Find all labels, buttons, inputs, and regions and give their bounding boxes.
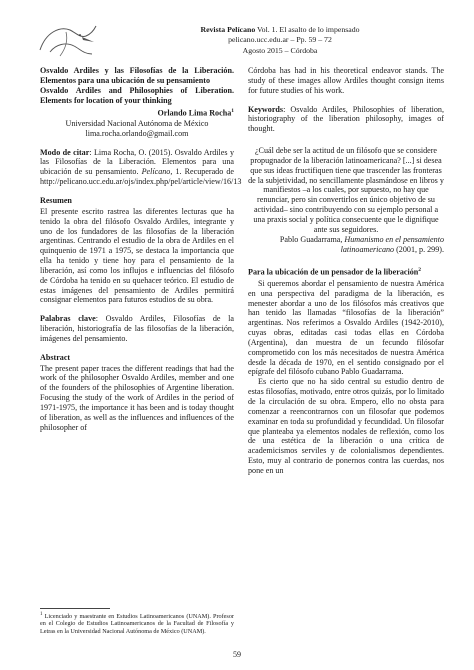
epigraph-quote: ¿Cuál debe ser la actitud de un filósofo que se considere propugnador de la liberación latinoamericana? [...] si desea que sus ideas fructifiquen tiene que trascender las fronteras de la subjetividad, no sencillamente plasmándose en libros y manifiestos –a los cuales, por supuesto, no hay que renunciar, pero sin convertirlos en único objetivo de su actividad– sino contribuyendo con su ejemplo personal a una praxis social y política consecuente que le dignifique ante sus seguidores.	[248, 146, 444, 234]
palabras-text: : Osvaldo Ardiles, Filosofías de la liberación, historiografía de las filosofías de la liberación, imágenes del pensamiento.	[40, 314, 234, 343]
author-name	[40, 107, 234, 119]
section-paragraph-2: Es cierto que no ha sido central su estudio dentro de estas filosofías, motivado, entre otros quizás, por lo limitado de la circulación de su obra. Empero, ello no obsta para comenzar a reencontrarnos con un filosofar que podemos examinar en toda su profundidad y fecundidad. Un filosofar que planteaba ya elementos nodales de reflexión, como los de una estética de la liberación o una crítica de academicismos serviles y de colonialismos dependientes. Esto, muy al contrario de ponernos contra las cuerdas, nos pone en un	[248, 377, 444, 475]
section-paragraph-1: Si queremos abordar el pensamiento de nuestra América en una perspectiva del paradigma de la liberación, es menester abordar a uno de los filósofos más creativos que han tenido las llamadas “filosofías de la liberación” argentinas. Nos referimos a Osvaldo Ardiles (1942-2010), cuyas obras, editadas casi todas ellas en Córdoba (Argentina), dan muestra de un fecundo filósofar comprometido con los más necesitados de nuestra América desde la década de 1970, en el sentido consignado por el epígrafe del filósofo cubano Pablo Guadarrama.	[248, 278, 444, 377]
author-email[interactable]: lima.rocha.orlando@gmail.com	[85, 128, 189, 138]
journal-header	[150, 25, 410, 56]
left-column	[40, 66, 242, 433]
epigraph-author: Pablo Guadarrama,	[279, 234, 345, 244]
journal-issue: Vol. 1. El asalto de lo impensado	[255, 25, 360, 34]
right-column	[248, 66, 444, 476]
title-english: Osvaldo Ardiles and Philosophies of Liberation. Elements for location of your thinking	[40, 85, 234, 105]
author-footnote-mark: 1	[231, 108, 234, 115]
journal-date-place: Agosto 2015 – Córdoba	[242, 45, 318, 55]
epigraph-year: (2001, p. 299).	[394, 244, 444, 254]
footnote	[40, 611, 234, 635]
author-affiliation: Universidad Nacional Autónoma de México	[65, 118, 209, 128]
abstract-continued: Córdoba has had in his theoretical endeavor stands. The study of these images allow Ardiles thought consign items for future studies of his work.	[248, 66, 444, 95]
citation-block	[40, 147, 242, 187]
title-spanish: Osvaldo Ardiles y las Filosofías de la Liberación. Elementos para una ubicación de su pensamiento	[40, 66, 234, 85]
abstract-text: The present paper traces the different readings that had the work of the philosopher Osvaldo Ardiles, member and one of the founders of the philosophies of Argentine liberation. Focusing the study of the work of Ardiles in the period of 1971-1975, the importance it has been and is today thought of liberation, as well as the influences and influences of the philosopher of	[40, 363, 234, 432]
pelican-logo	[36, 20, 98, 62]
section-heading	[248, 266, 444, 278]
keywords-block	[248, 105, 444, 135]
footnote-rule	[40, 608, 110, 609]
footnote-text: Licenciado y maestrante en Estudios Latinoamericanos (UNAM). Profesor en el Colegio de Estudios Latinoamericanos de la Facultad de Filosofía y Letras en la Universidad Nacional Autónoma de México (UNAM).	[40, 613, 234, 635]
author-name-text: Orlando Lima Rocha	[157, 109, 232, 119]
epigraph-citation	[248, 235, 444, 255]
citation-label: Modo de citar	[40, 147, 90, 157]
journal-name: Revista Pelícano	[200, 25, 256, 34]
palabras-clave	[40, 314, 234, 344]
citation-text-b: , 1. Recuperado de http://pelicano.ucc.edu.ar/ojs/index.php/pel/article/view/16/13	[40, 167, 242, 187]
page-number: 59	[233, 650, 241, 659]
section-heading-text: Para la ubicación de un pensador de la liberación	[248, 268, 419, 278]
citation-text-a: : Lima Rocha, O. (2015). Osvaldo Ardiles y las Filosofías de la Liberación. Elementos para una ubicación de su pensamiento.	[40, 147, 234, 177]
section-footnote-mark: 2	[418, 267, 422, 274]
palabras-label: Palabras clave	[40, 314, 96, 324]
resumen-heading: Resumen	[40, 195, 72, 205]
abstract-heading: Abstract	[40, 352, 71, 362]
citation-journal: Pelícano	[141, 167, 171, 177]
keywords-text: : Osvaldo Ardiles, Philosophies of liberation, historiography of the liberation philosophy, images of thought.	[248, 104, 444, 134]
journal-site-pages: pelicano.ucc.edu.ar – Pp. 59 – 72	[228, 35, 332, 45]
keywords-label: Keywords	[248, 104, 284, 114]
footnote-mark: 1	[40, 612, 43, 617]
epigraph-title: Humanismo en el pensamiento latinoamericano	[340, 234, 444, 254]
resumen-text: El presente escrito rastrea las diferentes lecturas que ha tenido la obra del filósofo Osvaldo Ardiles, integrante y uno de los fundadores de las filosofías de la liberación argentinas. Centrando el estudio de la obra de Ardiles en el quinquenio de 1971 a 1975, se destaca la importancia que ella ha tenido y tiene hoy para el pensamiento de la liberación, así como los influjos e influencias del filósofo de Córdoba ha tenido en su quehacer teórico. El estudio de estas imágenes del pensamiento de Ardiles permitirá consignar elementos para futuros estudios de su obra.	[40, 206, 234, 305]
